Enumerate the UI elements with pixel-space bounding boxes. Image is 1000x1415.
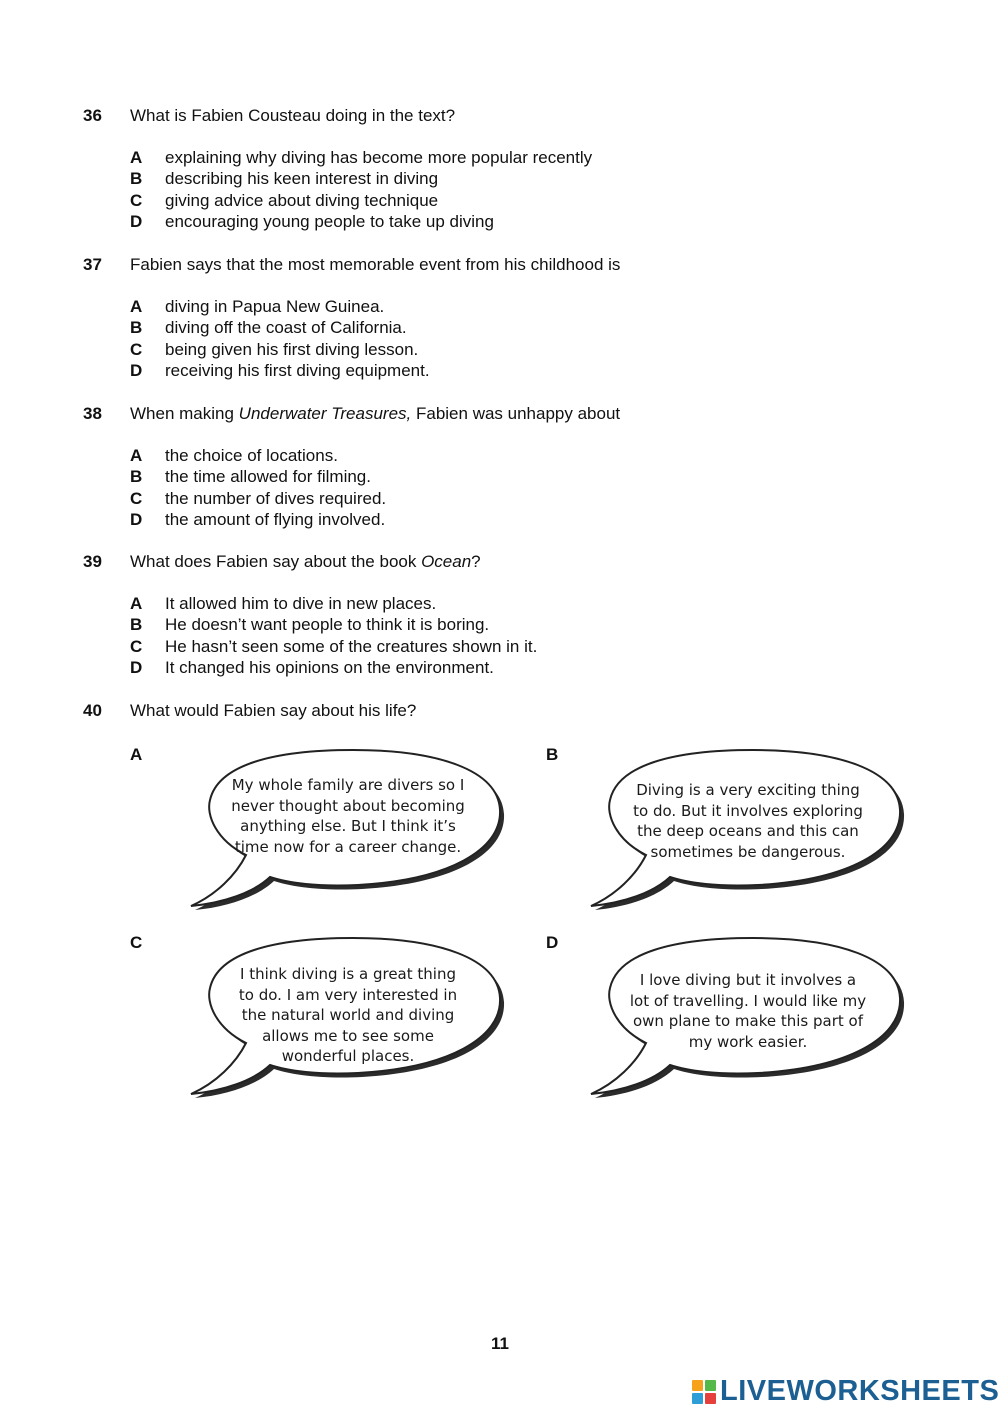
question-text: What would Fabien say about his life? [130, 701, 417, 720]
question-number: 37 [83, 255, 102, 274]
book-title: Underwater Treasures, [238, 404, 412, 423]
speech-bubble-d[interactable] [588, 933, 908, 1103]
logo-grid-icon [692, 1380, 716, 1404]
option-b[interactable]: B diving off the coast of California. [130, 318, 407, 338]
bubble-letter-a[interactable]: A [130, 745, 143, 764]
logo-tile [692, 1380, 703, 1391]
option-d[interactable]: D receiving his first diving equipment. [130, 360, 430, 380]
question-39 [83, 551, 963, 678]
option-c[interactable]: C the number of dives required. [130, 488, 387, 508]
option-b[interactable]: B He doesn’t want people to think it is boring. [130, 615, 490, 635]
question-text: What does Fabien say about the book Ocean? [130, 552, 481, 571]
question-40 [83, 700, 963, 721]
options-list [130, 296, 963, 381]
option-a[interactable]: A the choice of locations. [130, 446, 338, 465]
speech-bubble-b[interactable] [588, 745, 908, 915]
bubble-letter-d[interactable]: D [546, 933, 559, 952]
bubble-text: My whole family are divers so I never thought about becoming anything else. But I think it’s time now for a career change. [231, 776, 465, 856]
liveworksheets-logo [692, 1375, 999, 1408]
question-number: 38 [83, 404, 102, 423]
page-number: 11 [491, 1334, 509, 1353]
option-b[interactable]: B describing his keen interest in diving [130, 169, 439, 189]
question-number: 40 [83, 701, 102, 720]
logo-tile [705, 1393, 716, 1404]
option-c[interactable]: C He hasn’t seen some of the creatures shown in it. [130, 636, 538, 656]
question-37 [83, 254, 963, 381]
option-a[interactable]: A It allowed him to dive in new places. [130, 594, 437, 613]
options-list [130, 593, 963, 678]
logo-tile [692, 1393, 703, 1404]
option-d[interactable]: D It changed his opinions on the environment. [130, 657, 494, 677]
option-d[interactable]: D encouraging young people to take up diving [130, 211, 494, 231]
bubble-letter-c[interactable]: C [130, 933, 143, 952]
question-number: 36 [83, 106, 102, 125]
question-36 [83, 105, 963, 232]
speech-bubble-a[interactable] [188, 745, 508, 915]
brand-name: LIVEWORKSHEETS [720, 1375, 1000, 1407]
bubble-text: I think diving is a great thing to do. I am very interested in the natural world and diving allows me to see some wonderful places. [238, 965, 458, 1065]
options-list [130, 445, 963, 530]
question-text: When making Underwater Treasures, Fabien was unhappy about [130, 404, 621, 423]
option-c[interactable]: C giving advice about diving technique [130, 190, 439, 210]
options-list [130, 147, 963, 232]
option-c[interactable]: C being given his first diving lesson. [130, 339, 419, 359]
logo-tile [705, 1380, 716, 1391]
question-number: 39 [83, 552, 102, 571]
question-38 [83, 403, 963, 530]
book-title: Ocean [421, 552, 472, 571]
question-text: What is Fabien Cousteau doing in the text? [130, 106, 456, 125]
option-b[interactable]: B the time allowed for filming. [130, 467, 371, 487]
speech-bubble-c[interactable] [188, 933, 508, 1103]
bubble-letter-b[interactable]: B [546, 745, 559, 764]
option-a[interactable]: A explaining why diving has become more popular recently [130, 148, 593, 167]
option-d[interactable]: D the amount of flying involved. [130, 509, 386, 529]
bubble-text: Diving is a very exciting thing to do. But it involves exploring the deep oceans and this can sometimes be dangerous. [633, 781, 863, 861]
option-a[interactable]: A diving in Papua New Guinea. [130, 297, 385, 316]
bubble-text: I love diving but it involves a lot of travelling. I would like my own plane to make this part of my work easier. [629, 971, 867, 1051]
question-text: Fabien says that the most memorable event from his childhood is [130, 255, 621, 274]
